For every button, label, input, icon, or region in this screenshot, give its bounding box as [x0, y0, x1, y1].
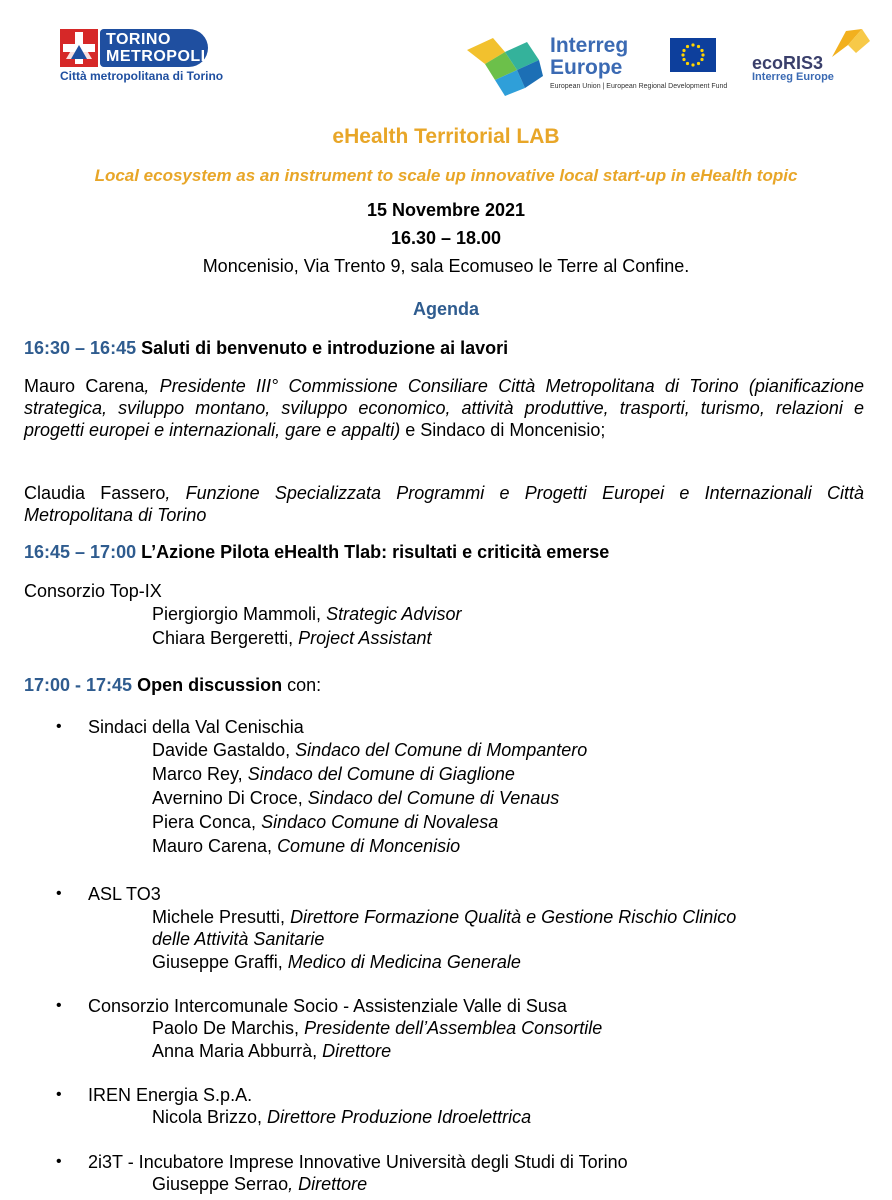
group-person: [152, 763, 515, 785]
group-org: Sindaci della Val Cenischia: [88, 717, 304, 737]
person-role: Direttore Produzione Idroelettrica: [267, 1107, 532, 1127]
group-person: [152, 1173, 367, 1195]
ecoris3-sub: Interreg Europe: [752, 71, 834, 83]
session1-title: Saluti di benvenuto e introduzione ai lavori: [141, 338, 509, 358]
torino-line1: TORINO: [106, 31, 171, 48]
speaker-role: , Presidente III° Commissione Consiliare Città Metropolitana di Torino (pianificazione strategica, sviluppo montano, sviluppo economico, attività produttive, trasporti, turismo, relazioni e progetti europei e internazionali, gare e appalti): [24, 376, 864, 440]
person-role: Strategic Advisor: [326, 604, 462, 624]
group-person: [152, 1040, 391, 1062]
event-time: 16.30 – 18.00: [390, 228, 502, 248]
group-person: [152, 1106, 531, 1128]
session1-speaker2: [24, 482, 864, 526]
session1-speaker1: [24, 375, 864, 441]
person-name: Michele Presutti,: [152, 907, 291, 927]
person-role: Project Assistant: [298, 628, 432, 648]
person-role: Sindaco del Comune di Venaus: [307, 788, 560, 808]
person-name: Marco Rey,: [152, 764, 248, 784]
ecoris3-name: ecoRIS3: [752, 53, 824, 73]
group-person: [152, 951, 521, 973]
person-name: Giuseppe Graffi,: [152, 952, 288, 972]
session3-heading: [24, 674, 321, 696]
event-title: eHealth Territorial LAB: [332, 125, 560, 148]
ecoris3-logo: [752, 27, 882, 87]
person-role: Medico di Medicina Generale: [287, 952, 521, 972]
torino-subtitle: Città metropolitana di Torino: [60, 69, 224, 83]
person-name: Paolo De Marchis,: [152, 1018, 305, 1038]
session1-time: 16:30 – 16:45: [24, 338, 137, 358]
torino-wordmark: [100, 29, 208, 67]
eu-flag-icon: [670, 38, 716, 72]
bullet-icon: •: [56, 718, 62, 735]
session3-time: 17:00 - 17:45: [24, 675, 133, 695]
group-org: Consorzio Intercomunale Socio - Assistenziale Valle di Susa: [88, 996, 567, 1016]
group-person: [152, 1017, 602, 1039]
torino-line2: METROPOLI: [106, 48, 206, 65]
person-name: Giuseppe Serrao: [152, 1174, 289, 1194]
person-name: Nicola Brizzo,: [152, 1107, 268, 1127]
logo-bar: [0, 0, 892, 110]
session3-title: Open discussion: [137, 675, 283, 695]
speaker-name: Mauro Carena: [24, 376, 145, 396]
interreg-name1: Interreg: [550, 34, 629, 57]
group-org: ASL TO3: [88, 884, 161, 904]
group-org: IREN Energia S.p.A.: [88, 1085, 253, 1105]
event-subtitle: Local ecosystem as an instrument to scale up innovative local start-up in eHealth topic: [94, 166, 798, 185]
torino-metropoli-logo: [60, 27, 224, 87]
person-role: delle Attività Sanitarie: [152, 929, 325, 949]
bullet-icon: •: [56, 1086, 62, 1103]
person-role: Comune di Moncenisio: [277, 836, 461, 856]
session3-tail: con:: [282, 675, 322, 695]
person-name: Avernino Di Croce,: [152, 788, 308, 808]
group-org: 2i3T - Incubatore Imprese Innovative Università degli Studi di Torino: [88, 1152, 628, 1172]
agenda-heading: Agenda: [412, 299, 479, 319]
person-role: Direttore: [322, 1041, 392, 1061]
bullet-icon: •: [56, 885, 62, 902]
speaker-name: Claudia Fassero: [24, 483, 166, 503]
group-person: [152, 928, 324, 950]
group-person: [152, 739, 587, 761]
person-name: Davide Gastaldo,: [152, 740, 296, 760]
event-date: 15 Novembre 2021: [366, 200, 526, 220]
session1-heading: [24, 337, 508, 359]
interreg-fund-text: European Union | European Regional Development Fund: [550, 83, 728, 90]
speaker-role-tail: e Sindaco di Moncenisio;: [400, 420, 606, 440]
torino-shield-icon: [60, 29, 98, 67]
person-role: , Direttore: [288, 1174, 368, 1194]
person-role: Sindaco Comune di Novalesa: [261, 812, 499, 832]
person-name: Mauro Carena,: [152, 836, 278, 856]
speaker-role: , Funzione Specializzata Programmi e Progetti Europei e Internazionali Città Metropolitana di Torino: [24, 483, 864, 525]
person-role: Direttore Formazione Qualità e Gestione Rischio Clinico: [290, 907, 737, 927]
event-place: Moncenisio, Via Trento 9, sala Ecomuseo le Terre al Confine.: [202, 256, 690, 276]
group-person: [152, 835, 460, 857]
person-role: Sindaco del Comune di Mompantero: [295, 740, 588, 760]
session2-person: [152, 627, 431, 649]
session2-time: 16:45 – 17:00: [24, 542, 137, 562]
session2-heading: [24, 541, 609, 563]
group-person: [152, 811, 498, 833]
person-role: Presidente dell’Assemblea Consortile: [304, 1018, 603, 1038]
group-person: [152, 787, 559, 809]
person-role: Sindaco del Comune di Giaglione: [247, 764, 515, 784]
person-name: Chiara Bergeretti,: [152, 628, 299, 648]
session2-org: Consorzio Top-IX: [24, 581, 162, 601]
interreg-mark-icon: [465, 30, 545, 96]
interreg-europe-logo: [465, 30, 728, 96]
bullet-icon: •: [56, 1153, 62, 1170]
person-name: Anna Maria Abburrà,: [152, 1041, 323, 1061]
interreg-name2: Europe: [550, 56, 623, 79]
session2-person: [152, 603, 461, 625]
bullet-icon: •: [56, 997, 62, 1014]
session2-title: L’Azione Pilota eHealth Tlab: risultati e criticità emerse: [141, 542, 610, 562]
person-name: Piergiorgio Mammoli,: [152, 604, 327, 624]
group-person: [152, 906, 736, 928]
person-name: Piera Conca,: [152, 812, 262, 832]
